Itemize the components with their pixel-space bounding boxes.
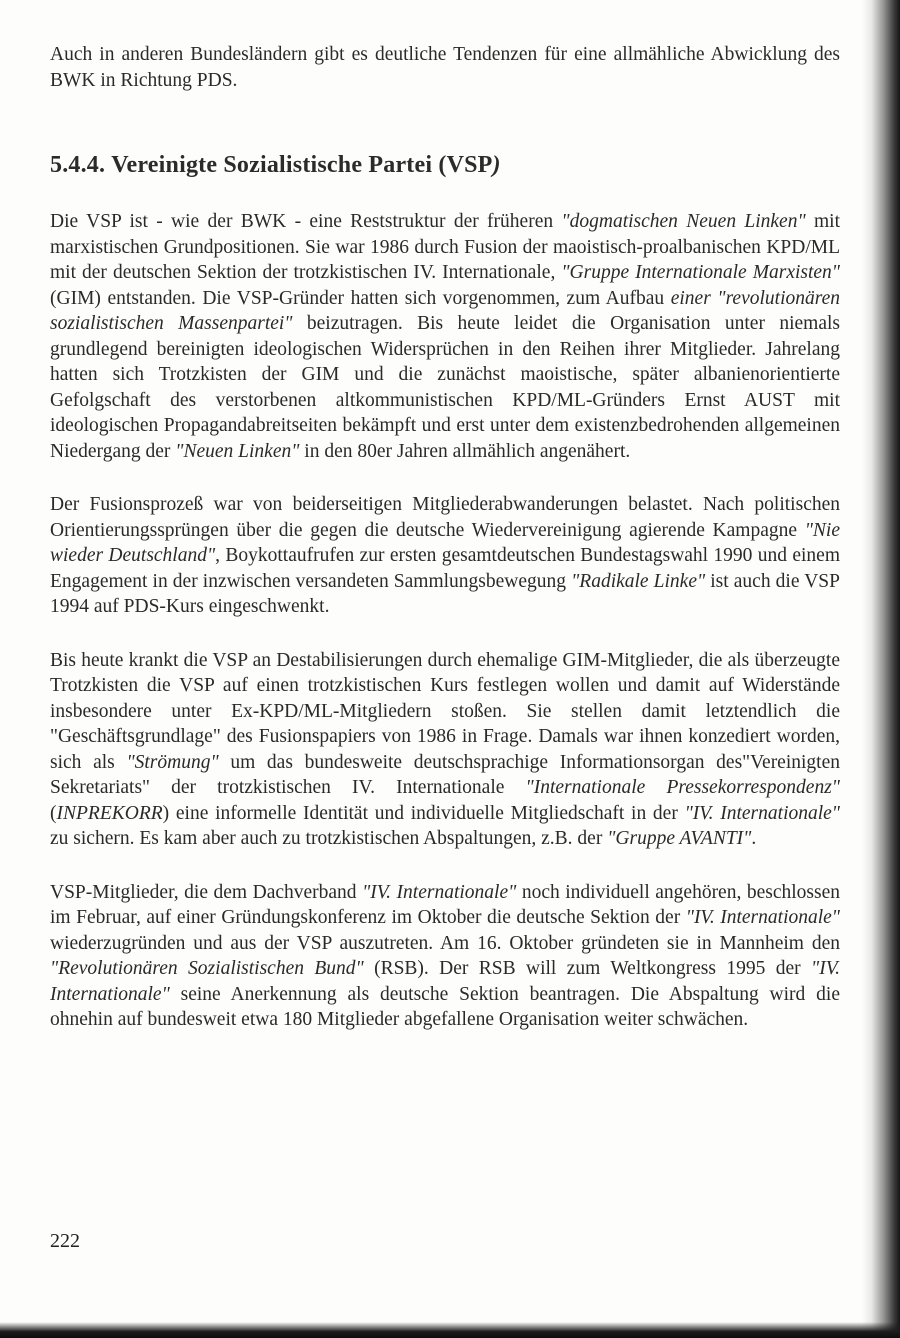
p3-quote-j: "Gruppe AVANTI" [607,828,752,849]
p3-quote-h: "IV. Internationale" [684,802,840,824]
p4-text-c: noch individuell angehören, beschlossen im Februar, auf einer Gründungskonferenz im Oktober die deutsche Sektion der [50,881,840,928]
p4-text-a: VSP-Mitglieder, die dem Dachverband [50,881,363,903]
p4-text-i: seine Anerkennung als deutsche Sektion beantragen. Die Abspaltung wird die ohnehin auf bundesweit etwa 180 Mitglieder abgefallene Organisation weiter schwächen. [50,983,840,1030]
section-title: Vereinigte Sozialistische Partei (VSP [111,152,493,178]
p1-text-i: in den 80er Jahren allmählich angenähert. [299,440,631,462]
p3-text-k: . [751,828,757,849]
p1-text-e: (GIM) entstanden. Die VSP-Gründer hatten sich vorgenommen, zum Aufbau [50,287,671,309]
p2-quote-b: "Nie wieder Deutschland" [50,519,840,566]
p3-text-c: um das bundesweite deutschsprachige Informationsorgan des"Vereinigten Sekretariats" der trotzkistischen IV. Internationale [50,751,840,798]
paragraph-2 [50,492,840,620]
intro-paragraph [50,42,840,93]
paragraph-3 [50,648,840,852]
p1-text-g: beizutragen. Bis heute leidet die Organisation unter niemals grundlegend bereinigten ideologischen Widersprüchen in den Reihen ihrer Mitglieder. Jahrelang hatten sich Trotzkisten der GIM und die zunächst maoistische, später albanienorientierte Gefolgschaft des verstorbenen altkommunistischen KPD/ML-Gründers Ernst AUST mit ideologischen Propagandabreitseiten bekämpft und erst unter dem existenzbedrohenden allgemeinen Niedergang der [50,313,840,462]
p2-quote-d: "Radikale Linke" [571,570,706,592]
p1-text-a: Die VSP ist - wie der BWK - eine Reststruktur der früheren [50,211,562,232]
bottom-page-edge [0,1322,900,1338]
p1-quote-f: einer "revolutionären sozialistischen Massenpartei" [50,287,841,334]
page-number: 222 [50,1230,80,1252]
p4-quote-d: "IV. Internationale" [685,907,840,928]
p2-text-a: Der Fusionsprozeß war von beiderseitigen Mitgliederabwanderungen belastet. Nach politischen Orientierungssprüngen über die gegen die deutsche Wiedervereinigung agierende Kampagne [50,494,840,541]
p3-text-g: ) eine informelle Identität und individuelle Mitgliedschaft in der [162,802,685,824]
section-number: 5.4.4. [50,152,106,178]
p4-text-g: (RSB). Der RSB will zum Weltkongress 1995 der [363,958,812,979]
section-title-close: ) [492,152,501,178]
p1-quote-d: "Gruppe Internationale Marxisten" [561,262,840,283]
paragraph-1 [50,209,840,464]
p1-text-c: mit marxistischen Grundpositionen. Sie war 1986 durch Fusion der maoistisch-proalbanischen KPD/ML mit der deutschen Sektion der trotzkistischen IV. Internationale, [50,211,840,283]
section-heading [50,151,840,179]
p4-quote-f: "Revolutionären Sozialistischen Bund" [50,958,364,979]
intro-text: Auch in anderen Bundesländern gibt es deutliche Tendenzen für eine allmähliche Abwicklung des BWK in Richtung PDS. [50,44,840,91]
p3-text-e: ( [50,802,57,824]
p3-text-a: Bis heute krankt die VSP an Destabilisierungen durch ehemalige GIM-Mitglieder, die als überzeugte Trotzkisten die VSP auf einen trotzkistischen Kurs festlegen wollen und damit auf Widerstände insbesondere unter Ex-KPD/ML-Mitgliedern stoßen. Sie stellen damit letztendlich die "Geschäftsgrundlage" des Fusionspapiers von 1986 in Frage. Damals war ihnen konzediert worden, sich als [50,649,840,773]
p4-text-e: wiederzugründen und aus der VSP auszutreten. Am 16. Oktober gründeten sie in Mannheim den [50,932,840,954]
p3-quote-d: "Internationale Pressekorrespondenz" [525,777,840,798]
p2-text-e: ist auch die VSP 1994 auf PDS-Kurs eingeschwenkt. [50,570,840,617]
p1-quote-h: "Neuen Linken" [175,440,300,462]
text-column [50,42,840,1061]
p3-quote-b: "Strömung" [126,751,219,773]
p3-quote-f: INPREKORR [56,802,163,824]
book-binding-edge [862,0,900,1338]
p4-quote-h: "IV. Internationale" [50,958,840,1005]
p3-text-i: zu sichern. Es kam aber auch zu trotzkistischen Abspaltungen, z.B. der [50,828,608,849]
p1-quote-b: "dogmatischen Neuen Linken" [561,211,806,232]
paragraph-4 [50,880,840,1033]
p2-text-c: , Boykottaufrufen zur ersten gesamtdeutschen Bundestagswahl 1990 und einem Engagement in der inzwischen versandeten Sammlungsbewegung [50,545,841,592]
p4-quote-b: "IV. Internationale" [362,881,517,903]
